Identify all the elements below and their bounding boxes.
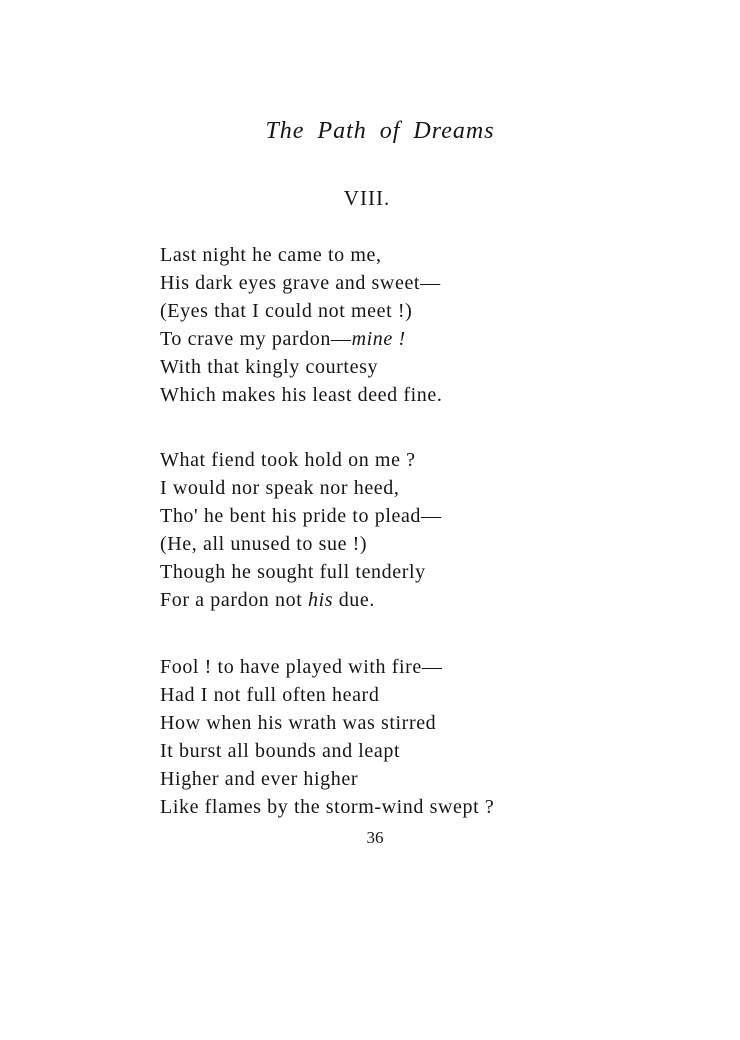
section-numeral: VIII. xyxy=(343,186,391,210)
poem-line xyxy=(160,269,720,297)
line-text: Which makes his least deed fine. xyxy=(160,384,443,406)
emphasized-word: mine ! xyxy=(351,328,406,350)
line-text: Fool ! to have played with fire— xyxy=(160,656,443,678)
line-text: (Eyes that I could not meet !) xyxy=(160,300,413,322)
line-text: How when his wrath was stirred xyxy=(160,712,437,734)
poem-line xyxy=(160,709,720,737)
stanza-2 xyxy=(160,446,720,614)
poem-line xyxy=(160,765,720,793)
line-text: Higher and ever higher xyxy=(160,768,359,790)
poem-line xyxy=(160,446,720,474)
line-text: His dark eyes grave and sweet— xyxy=(160,272,441,294)
poem-line xyxy=(160,502,720,530)
running-title: The Path of Dreams xyxy=(265,118,495,144)
line-text: (He, all unused to sue !) xyxy=(160,533,368,555)
poem-line xyxy=(160,325,720,353)
stanza-1 xyxy=(160,241,720,409)
line-text: It burst all bounds and leapt xyxy=(160,740,401,762)
line-text-after: due. xyxy=(333,589,375,611)
line-text: To crave my pardon— xyxy=(160,328,352,350)
line-text: For a pardon not xyxy=(160,589,308,611)
poem-line xyxy=(160,586,720,614)
line-text: Had I not full often heard xyxy=(160,684,380,706)
line-text: Last night he came to me, xyxy=(160,244,382,266)
line-text: I would nor speak nor heed, xyxy=(160,477,400,499)
poem-line xyxy=(160,681,720,709)
poem-line xyxy=(160,353,720,381)
poem-line xyxy=(160,737,720,765)
poem-line xyxy=(160,530,720,558)
emphasized-word: his xyxy=(307,589,334,611)
line-text: With that kingly courtesy xyxy=(160,356,379,378)
poem-line xyxy=(160,381,720,409)
poem-line xyxy=(160,241,720,269)
poem-line xyxy=(160,653,720,681)
poem-line xyxy=(160,793,720,821)
page-number: 36 xyxy=(366,828,384,847)
line-text: Tho' he bent his pride to plead— xyxy=(160,505,442,527)
stanza-3 xyxy=(160,653,720,821)
poem-line xyxy=(160,558,720,586)
poem-line xyxy=(160,297,720,325)
line-text: Though he sought full tenderly xyxy=(160,561,426,583)
poem-line xyxy=(160,474,720,502)
line-text: What fiend took hold on me ? xyxy=(160,449,416,471)
line-text: Like flames by the storm-wind swept ? xyxy=(160,796,495,818)
